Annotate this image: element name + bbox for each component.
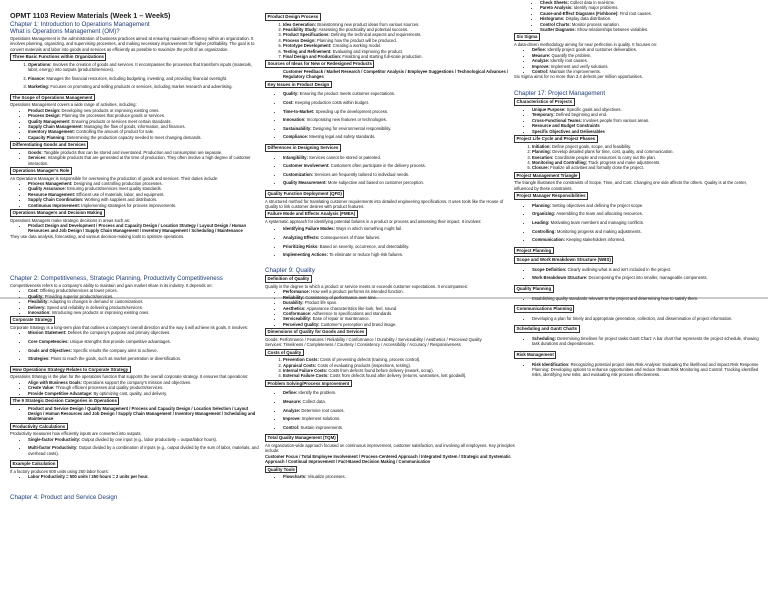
list-item: • Supply Chain Management: Managing the flow of goods, information, and finances. — [28, 124, 262, 129]
list-item: • Services: Intangible products that are generated at the time of production. They often involve a high degree of customer interaction. — [28, 155, 262, 166]
productivity-list — [10, 437, 262, 456]
list-item: • Define: Identify project goals and customer deliverables. — [532, 47, 764, 52]
list-item: 4. Monitoring and Controlling: Track progress and make adjustments. — [532, 160, 764, 165]
scope-heading: The Scope of Operations Management — [10, 94, 95, 102]
example-heading: Example Calculation — [10, 460, 58, 468]
list-item: • Intangibility: Services cannot be stored or patented. — [283, 155, 515, 160]
list-item: 5. Closure: Finalize all activities and formally close the project. — [532, 165, 764, 170]
ops-strategy-heading: How Operations Strategy Relates to Corporate Strategy — [10, 366, 131, 374]
list-item: • Planning: Setting objectives and defining the project scope. — [532, 203, 764, 208]
list-item: • Capacity Planning: Determining the production capacity needed to meet changing demands. — [28, 135, 262, 140]
list-item: 2. Finance: Manages the financial resources, including budgeting, investing, and providing financial oversight. — [28, 76, 262, 81]
list-item: • Quality Assurance: Ensuring products/services meet quality standards. — [28, 186, 262, 191]
list-item: • Goods: Tangible products that can be stored and inventoried. Production and consumption are separate. — [28, 150, 262, 155]
document-title: OPMT 1103 Review Materials (Week 1 – Week5) — [10, 11, 171, 20]
scheduling-list — [514, 336, 764, 347]
fmea-heading: Failure Mode and Effects Analysis (FMEA) — [265, 210, 358, 218]
pm-triangle-heading: Project Management Triangle — [514, 172, 580, 180]
goods-services-heading: Differentiating Goods and Services — [10, 141, 88, 149]
productivity-heading: Productivity Calculations — [10, 423, 68, 431]
quality-planning-list — [514, 296, 764, 301]
tqm-heading: Total Quality Management (TQM) — [265, 434, 338, 442]
list-item: • Identifying Failure Modes: Ways in which something might fail. — [283, 226, 515, 231]
service-design-list — [265, 155, 515, 186]
list-item: • Create Value: Through efficient processes and quality products/services. — [28, 385, 262, 390]
manager-role-intro: An Operations Manager is responsible for overseeing the production of goods and services. Their duties include: — [10, 175, 219, 181]
list-item: • Unique Purpose: Specific goals and objectives. — [532, 107, 764, 112]
scheduling-heading: Scheduling and Gantt Charts — [514, 325, 580, 333]
six-sigma-heading: Six Sigma — [514, 33, 540, 41]
list-item: • Control: Maintain the improvements. — [532, 69, 764, 74]
list-item: • Risk Identification: Recognizing potential project risks.Risk Analysis: Evaluating the likelihood and impact.Risk Response Planning: Developing options to enhance opportunities and reduce threats.Risk Monitoring and Control: Tracking identified risks, identifying new risks, and evaluating risk process effectiveness. — [532, 362, 764, 378]
list-item: • Innovation: Incorporating new features or technologies. — [283, 117, 515, 122]
competitiveness-intro: Competitiveness refers to a company’s ability to maintain and gain market share in its industry. It depends on: — [10, 282, 213, 288]
list-item: • Perceived Quality: Customer’s perception and brand image. — [283, 322, 515, 327]
idea-sources: Customer Feedback / Market Research / Competitor Analysis / Employee Suggestions / Technological Advances / Regulatory Changes — [283, 69, 509, 80]
list-item: • Leading: Motivating team members and managing conflicts. — [532, 220, 764, 225]
list-item: • Inventory Management: Controlling the amount of product for sale. — [28, 129, 262, 134]
list-item: • Improve: Implement and verify solutions. — [532, 64, 764, 69]
six-sigma-outro: Six Sigma aims for no more than 3.4 defects per million opportunities. — [514, 74, 643, 80]
wbs-heading: Scope and Work Breakdown Structure (WBS) — [514, 256, 613, 264]
ops-strategy-intro: Operations Strategy is the plan for the operations function that supports the overall corporate strategy. It ensures that operations: — [10, 374, 249, 380]
list-item: • Provide Competitive Advantage: By optimizing cost, quality, and delivery. — [28, 391, 262, 396]
list-item: • Scatter Diagrams: Show relationships between variables. — [540, 27, 764, 32]
list-item: • Analyzing Effects: Consequences of those failures. — [283, 235, 515, 240]
design-issues-list — [265, 91, 515, 139]
list-item: • Reliability: Consistency of performance over time. — [283, 295, 515, 300]
list-item: • Durability: Product life span. — [283, 300, 515, 305]
quality-planning-heading: Quality Planning — [514, 285, 554, 293]
list-item: • Time-to-Market: Speeding up the development process. — [283, 109, 515, 114]
list-item: • Improve: Implement solutions. — [283, 416, 515, 421]
list-item: • Performance: How well a product performs its intended function. — [283, 289, 515, 294]
quality-tool-flowcharts: • Flowcharts: Visualize processes. — [283, 474, 515, 479]
list-item: • Measure: Collect data. — [283, 399, 515, 404]
list-item: • Single-factor Productivity: Output divided by one input (e.g., labor productivity = output/labor hours). — [28, 437, 262, 442]
decision-intro: Operations Managers make strategic decisions in areas such as: — [10, 217, 131, 223]
goods-services-list — [10, 150, 262, 166]
life-cycle-list — [514, 144, 764, 171]
manager-role-heading: Operations Manager’s Role — [10, 167, 72, 175]
list-item: 3. Product Specifications: Defining the technical aspects and requirements. — [283, 32, 515, 37]
list-item: • Prioritizing Risks: Based on severity, occurrence, and detectability. — [283, 244, 515, 249]
corporate-strategy-intro: Corporate Strategy is a long-term plan that outlines a company’s overall direction and the way it will achieve its goals. It involves: — [10, 324, 249, 330]
qfd-text: A structured method for translating customer requirements into detailed engineering specifications. It uses tools like the House of Quality to link customer desires with product features. — [265, 198, 504, 209]
three-functions-list — [10, 62, 262, 90]
list-item: 1. Prevention Costs: Costs of preventing defects (training, process control). — [283, 357, 515, 362]
list-item: 2. Feasibility Study: Assessing the practicality and potential success. — [283, 27, 515, 32]
decision-areas: • Product Design and Development / Process and Capacity Design / Location Strategy / Layout Design / Human Resources and Job Design / Supply Chain Management / Inventory Management / Scheduling / Maintenance — [28, 223, 262, 234]
quality-tools-list — [514, 0, 764, 32]
risk-management-list — [514, 362, 764, 378]
list-item: • Resource Management: Efficient use of materials, labor, and equipment. — [28, 192, 262, 197]
example-result: • Labor Productivity = 500 units / 250 hours = 2 units per hour. — [28, 474, 262, 479]
list-item: • Define: Identify the problem. — [283, 390, 515, 395]
quality-tools-heading: Quality Tools — [265, 466, 297, 474]
list-item: • Cause-and-Effect Diagrams (Fishbone): Find root causes. — [540, 11, 764, 16]
list-item: • Process Design: Planning the processes that produce goods or services. — [28, 113, 262, 118]
tqm-principles: Customer Focus / Total Employee Involvement / Process-Centered Approach / Integrated System / Strategic and Systematic Approach / Continual Improvement / Fact-Based Decision Making / Communication — [265, 453, 511, 465]
service-design-heading: Differences in Designing Services — [265, 144, 341, 152]
manager-role-list — [10, 181, 262, 208]
om-intro-paragraph: Operations Management is the administration of business practices aimed at ensuring maximum efficiency within an organization. It involves planning, organizing, and supervising processes, and making necessary improvements for higher profitability. The goal is to convert materials and labor into goods and services as efficiently as possible to maximize the profit of an organization. — [10, 35, 255, 52]
decision-categories-heading: The 9 Strategic Decision Categories in Operations — [10, 397, 119, 405]
list-item: • Quality: Providing superior products/services. — [28, 294, 262, 299]
chapter-9-title: Chapter 9: Quality — [265, 266, 315, 274]
list-item: • Sustainability: Designing for environmental responsibility. — [283, 126, 515, 131]
costs-of-quality-list — [265, 357, 515, 379]
list-item: • Controlling: Monitoring progress and making adjustments. — [532, 229, 764, 234]
list-item: • Quality Management: Ensuring products or services meet certain standards. — [28, 119, 262, 124]
communications-planning-heading: Communications Planning — [514, 305, 574, 313]
list-item: • Serviceability: Ease of repair or maintenance. — [283, 316, 515, 321]
list-item: • Scheduling: Determining timelines for project tasks.Gantt Chart: A bar chart that represents the project schedule, showing task durations and dependencies. — [532, 336, 764, 347]
list-item: • Quality: Ensuring the product meets customer expectations. — [283, 91, 515, 96]
design-issues-heading: Key Issues in Product Design — [265, 81, 332, 89]
list-item: • Quality Measurement: More subjective and based on customer perception. — [283, 180, 515, 185]
list-item: • Customer Involvement: Customers often participate in the delivery process. — [283, 163, 515, 168]
quality-dimensions-heading: Dimensions of Quality for Goods and Services — [265, 328, 367, 336]
list-item: • Continuous Improvement: Implementing strategies for process improvements. — [28, 203, 262, 208]
list-item: • Customization: Services are frequently tailored to individual needs. — [283, 172, 515, 177]
project-characteristics-list — [514, 107, 764, 134]
life-cycle-heading: Project Life Cycle and Project Phases — [514, 135, 598, 143]
product-design-process-list — [265, 22, 515, 60]
pm-responsibilities-list — [514, 203, 764, 243]
list-item: 1. Operations: Involves the creation of goods and services. It encompasses the processes that transform inputs (materials, labor, energy) into outputs (products/services). — [28, 62, 262, 73]
list-item: 2. Planning: Develop detailed plans for time, cost, quality, and communication. — [532, 149, 764, 154]
chapter-4-title: Chapter 4: Product and Service Design — [10, 493, 118, 501]
list-item: 7. Final Design and Production: Finalizing and starting full-scale production. — [283, 54, 515, 59]
costs-of-quality-heading: Costs of Quality — [265, 349, 304, 357]
list-item: • Cost: Offering products/services at lower prices. — [28, 288, 262, 293]
tqm-text: An organization-wide approach focused on continuous improvement, customer satisfaction, and involving all employees. Key principles include: — [265, 442, 515, 454]
list-item: • Analyze: Determine root causes. — [283, 408, 515, 413]
list-item: 1. Idea Generation: Brainstorming new product ideas from various sources. — [283, 22, 515, 27]
list-item: • Work Breakdown Structure: Decomposing the project into smaller, manageable components. — [532, 275, 764, 280]
six-sigma-text: A data-driven methodology aiming for near perfection in quality. It focuses on: — [514, 42, 658, 48]
list-item: • Pareto Analysis: Identify major problems. — [540, 5, 764, 10]
problem-solving-heading: Problem Solving/Process Improvement — [265, 380, 352, 388]
scope-intro: Operations Management covers a wide range of activities, including: — [10, 102, 137, 108]
list-item: • Delivery: Speed and reliability in delivering products/services. — [28, 305, 262, 310]
list-item: 3. Marketing: Focuses on promoting and selling products or services, including market research and advertising. — [28, 84, 262, 89]
decision-categories: • Product and Service Design / Quality Management / Process and Capacity Design / Location Selection / Layout Design / Human Resources and Job Design / Supply Chain Management / Inventory Management / Scheduling and Maintenance — [28, 406, 262, 422]
qfd-heading: Quality Function Deployment (QFD) — [265, 190, 344, 198]
three-functions-heading: Three Basic Functions within Organizations — [10, 53, 106, 61]
what-is-om-heading: What is Operations Management (OM)? — [10, 28, 120, 36]
corporate-strategy-heading: Corporate Strategy — [10, 316, 55, 324]
list-item: • Measure: Quantify the problem. — [532, 53, 764, 58]
list-item: • Histograms: Display data distribution. — [540, 16, 764, 21]
list-item: • Cross-Functional Teams: Involves people from various areas. — [532, 118, 764, 123]
list-item: • Align with Business Goals: Operations support the company’s mission and objectives. — [28, 380, 262, 385]
list-item: 6. Testing and Refinement: Evaluating and improving the product. — [283, 49, 515, 54]
column-2 — [265, 0, 515, 480]
list-item: 3. Execution: Coordinate people and resources to carry out the plan. — [532, 155, 764, 160]
fmea-list — [265, 226, 515, 257]
six-sigma-list — [514, 47, 764, 74]
list-item: • Check Sheets: Collect data in real-time. — [540, 0, 764, 5]
list-item: • Product Design: Developing new products or improving existing ones. — [28, 108, 262, 113]
list-item: • Aesthetics: Appearance characteristics like look, feel, sound. — [283, 306, 515, 311]
risk-management-heading: Risk Management — [514, 351, 556, 359]
pm-triangle-text: The triangle illustrates the constraints of Scope, Time, and Cost. Changing one side affects the others. Quality is at the center, influenced by these constraints. — [514, 180, 747, 191]
list-item: 4. External Failure Costs: Costs from defects found after delivery (returns, warranties, lost goodwill). — [283, 373, 515, 378]
decision-outro: They use data analysis, forecasting, and various decision-making tools to optimize operations. — [10, 233, 185, 239]
list-item: • Control: Sustain improvements. — [283, 425, 515, 430]
list-item: 4. Process Design: Planning how the product will be produced. — [283, 38, 515, 43]
corporate-strategy-list — [10, 330, 262, 361]
competitiveness-list — [10, 288, 262, 315]
quality-dimensions-services: Services: Timeliness / Completeness / Courtesy / Consistency / Accessibility / Accuracy / Responsiveness — [265, 342, 461, 348]
fmea-text: A systematic approach for identifying potential failures in a product or process and assessing their impact. It involves: — [265, 218, 482, 224]
pm-responsibilities-heading: Project Manager Responsibilities — [514, 192, 588, 200]
list-item: 5. Prototype Development: Creating a working model. — [283, 43, 515, 48]
column-1 — [10, 0, 262, 501]
communications-planning-list — [514, 316, 764, 321]
column-3 — [514, 0, 764, 378]
list-item: • Resource and Budget Constraints — [532, 123, 764, 128]
list-item: 2. Appraisal Costs: Costs of evaluating products (inspections, testing). — [283, 363, 515, 368]
example-intro: If a factory produces 500 units using 250 labor hours: — [10, 468, 109, 474]
wbs-list — [514, 267, 764, 281]
problem-solving-list — [265, 390, 515, 430]
list-item: • Innovation: Introducing new products or improving existing ones. — [28, 310, 262, 315]
list-item: • Temporary: Defined beginning and end. — [532, 112, 764, 117]
list-item: • Compliance: Meeting legal and safety standards. — [283, 134, 515, 139]
list-item: • Goals and Objectives: Specific results the company aims to achieve. — [28, 348, 262, 353]
quality-definition-heading: Definition of Quality — [265, 275, 312, 283]
list-item: • Conformance: Adherence to specifications and standards. — [283, 311, 515, 316]
list-item: • Flexibility: Adapting to changes in demand or customizations. — [28, 299, 262, 304]
project-characteristics-heading: Characteristics of Projects — [514, 98, 575, 106]
list-item: • Multi-factor Productivity: Output divided by a combination of inputs (e.g., output divided by the sum of labor, materials, and overhead costs). — [28, 445, 262, 456]
list-item: • Establishing quality standards relevant to the project and determining how to satisfy them. — [532, 296, 764, 301]
scope-list — [10, 108, 262, 140]
list-item: 3. Internal Failure Costs: Costs from defects found before delivery (rework, scrap). — [283, 368, 515, 373]
list-item: • Developing a plan for timely and appropriate generation, collection, and dissemination of project information. — [532, 316, 764, 321]
project-planning-heading: Project Planning — [514, 247, 554, 255]
list-item: • Control Charts: Monitor process variation. — [540, 22, 764, 27]
list-item: • Mission Statement: Defines the company’s purpose and primary objectives. — [28, 330, 262, 335]
chapter-2-title: Chapter 2: Competitiveness, Strategic Planning, Productivity Competitiveness — [10, 275, 223, 283]
list-item: • Process Management: Designing and controlling production processes. — [28, 181, 262, 186]
list-item: • Cost: Keeping production costs within budget. — [283, 100, 515, 105]
productivity-intro: Productivity measures how efficiently inputs are converted into outputs. — [10, 431, 142, 437]
ops-strategy-list — [10, 380, 262, 396]
quality-dimensions-goods: Goods: Performance / Features / Reliability / Conformance / Durability / Serviceability / Aesthetics / Perceived Quality — [265, 336, 482, 342]
list-item: • Communication: Keeping stakeholders informed. — [532, 237, 764, 242]
list-item: • Specific Objectives and Deliverables — [532, 129, 764, 134]
product-design-process-heading: Product Design Process — [265, 13, 321, 21]
list-item: • Supply Chain Coordination: Working with suppliers and distributors. — [28, 197, 262, 202]
quality-definition-list — [265, 289, 515, 327]
decision-heading: Operations Managers and Decision Making — [10, 209, 105, 217]
quality-definition-text: Quality is the degree to which a product or service meets or exceeds customer expectations. It encompasses: — [265, 283, 468, 289]
chapter-17-title: Chapter 17: Project Management — [514, 89, 606, 97]
list-item: • Strategies: Plans to reach the goals, such as market penetration or diversification. — [28, 356, 262, 361]
list-item: • Organizing: Assembling the team and allocating resources. — [532, 211, 764, 216]
list-item: 1. Initiation: Define project goals, scope, and feasibility. — [532, 144, 764, 149]
list-item: • Implementing Actions: To eliminate or reduce high-risk failures. — [283, 252, 515, 257]
chapter-1-title: Chapter 1: Introduction to Operations Management — [10, 20, 150, 28]
list-item: • Scope Definition: Clearly outlining what is and isn’t included in the project. — [532, 267, 764, 272]
idea-sources-heading: Sources of Ideas for New or Redesigned Products — [265, 60, 374, 68]
list-item: • Analyze: Identify root causes. — [532, 58, 764, 63]
list-item: • Core Competencies: Unique strengths that provide competitive advantages. — [28, 339, 262, 344]
